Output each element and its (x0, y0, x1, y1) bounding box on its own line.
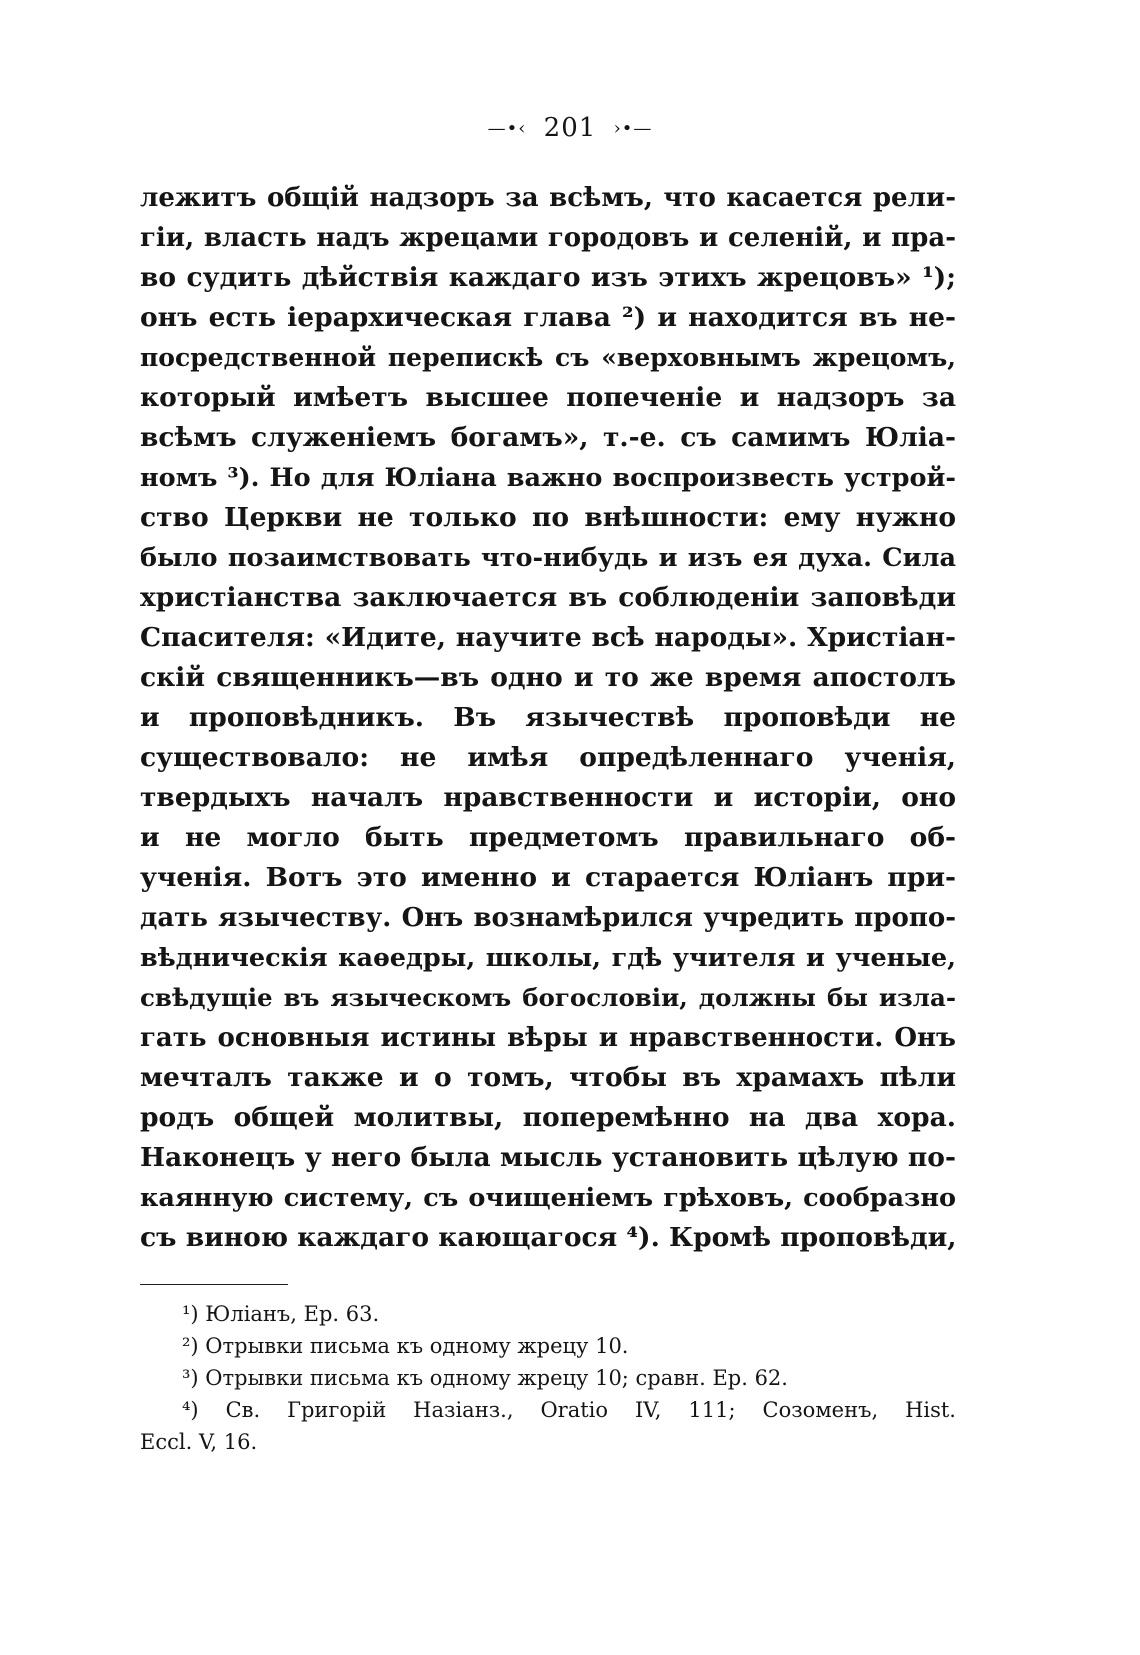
footnotes (140, 1298, 956, 1458)
text-line: онъ есть іерархическая глава ²) и находится въ не- (140, 302, 956, 333)
text-line: Спасителя: «Идите, научите всѣ народы». Христіан- (140, 622, 956, 653)
text-line: ученія. Вотъ это именно и старается Юліанъ при- (140, 862, 956, 893)
text-line: лежитъ общій надзоръ за всѣмъ, что касается рели- (140, 183, 956, 213)
footnote-4-continuation: Eccl. V, 16. (140, 1430, 258, 1454)
footnote-2: ²) Отрывки письма къ одному жрецу 10. (182, 1334, 629, 1358)
text-line: каянную систему, съ очищеніемъ грѣховъ, сообразно (140, 1183, 956, 1213)
text-line: ство Церкви не только по внѣшности: ему нужно (140, 502, 956, 533)
text-line: и проповѣдникъ. Въ язычествѣ проповѣди не (140, 702, 956, 733)
page-header (0, 108, 1140, 149)
text-line: всѣмъ служеніемъ богамъ», т.-е. съ самимъ Юліа- (140, 422, 956, 453)
text-line: номъ ³). Но для Юліана важно воспроизвесть устрой- (140, 463, 956, 493)
footnote-3: ³) Отрывки письма къ одному жрецу 10; сравн. Ep. 62. (182, 1366, 788, 1390)
text-line: родъ общей молитвы, поперемѣнно на два хора. (140, 1102, 956, 1133)
footnote-1: ¹) Юліанъ, Ep. 63. (182, 1302, 380, 1326)
footnote-divider (140, 1284, 288, 1285)
text-line: существовало: не имѣя опредѣленнаго ученія, (140, 742, 956, 773)
text-line: гать основныя истины вѣры и нравственности. Онъ (140, 1023, 956, 1053)
text-line: посредственной перепискѣ съ «верховнымъ жрецомъ, (140, 343, 956, 372)
text-line: дать язычеству. Онъ вознамѣрился учредить пропо- (140, 903, 956, 933)
text-line: твердыхъ началъ нравственности и исторіи, оно (140, 782, 956, 813)
left-ornament: —•‹ (487, 118, 527, 139)
text-line: скій священникъ—въ одно и то же время апостолъ (140, 662, 956, 693)
text-line: и не могло быть предметомъ правильнаго об- (140, 822, 956, 853)
text-line: во судить дѣйствія каждаго изъ этихъ жрецовъ» ¹); (140, 262, 956, 293)
text-line: свѣдущіе въ языческомъ богословіи, должны бы изла- (140, 983, 956, 1012)
text-line: Наконецъ у него была мысль установить цѣлую по- (140, 1142, 956, 1173)
footnote-4: ⁴) Св. Григорій Назіанз., Oratio IV, 111; Созоменъ, Hist. (182, 1398, 956, 1422)
body-text (140, 178, 956, 1258)
text-line: было позаимствовать что-нибудь и изъ ея духа. Сила (140, 543, 956, 573)
text-line: мечталъ также и о томъ, чтобы въ храмахъ пѣли (140, 1062, 956, 1093)
text-line: христіанства заключается въ соблюденіи заповѣди (140, 582, 956, 613)
text-line: вѣдническія каѳедры, школы, гдѣ учителя и ученые, (140, 943, 956, 973)
right-ornament: ›•— (613, 118, 653, 139)
text-line: съ виною каждаго кающагося ⁴). Кромѣ проповѣди, (140, 1222, 956, 1253)
text-line: который имѣетъ высшее попеченіе и надзоръ за (140, 382, 956, 413)
text-line: гіи, власть надъ жрецами городовъ и селеній, и пра- (140, 223, 956, 253)
page-number: 201 (543, 113, 597, 143)
